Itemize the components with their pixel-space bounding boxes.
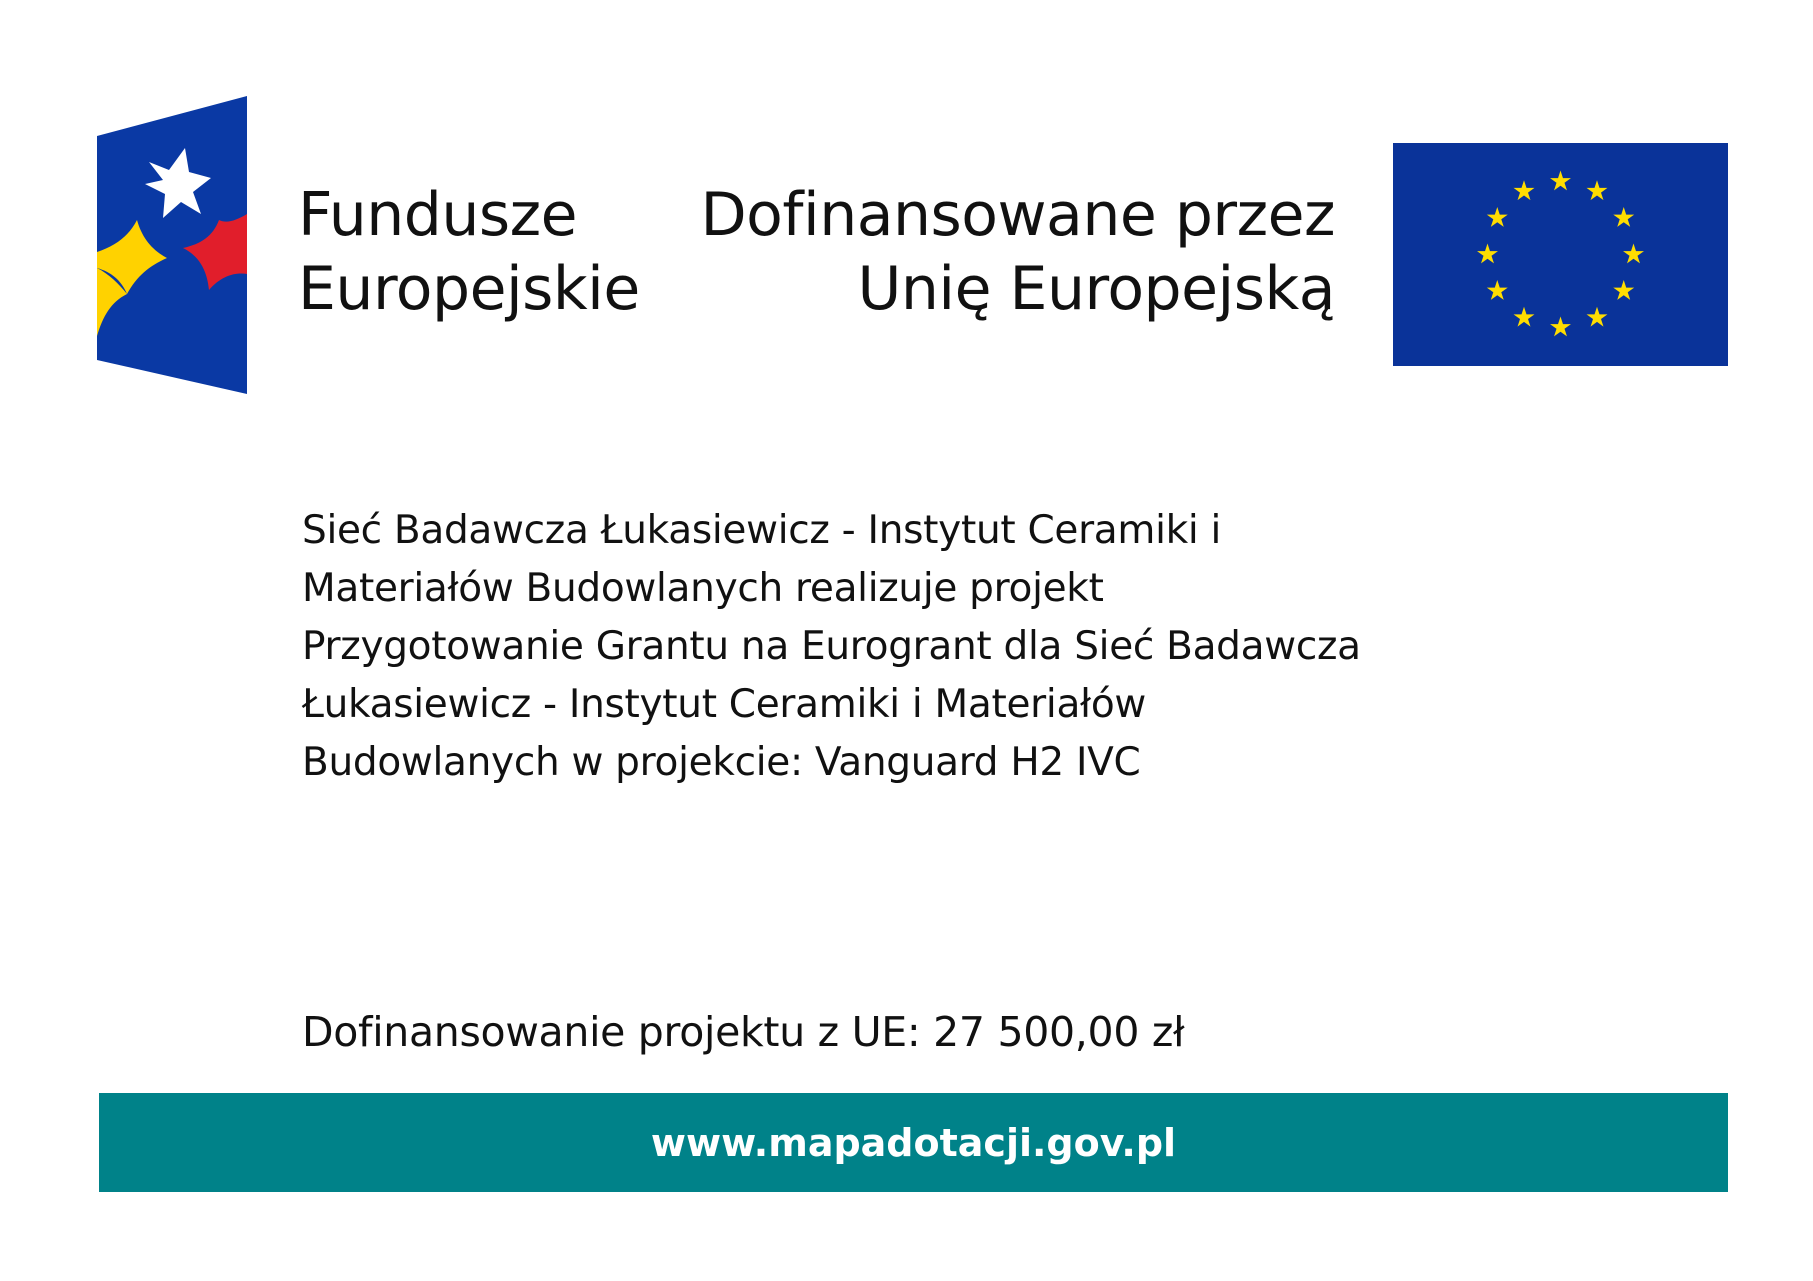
mapadotacji-link[interactable]: www.mapadotacji.gov.pl (650, 1120, 1177, 1165)
project-line: Materiałów Budowlanych realizuje projekt (302, 566, 1104, 611)
project-line: Łukasiewicz - Instytut Ceramiki i Materiałów (302, 682, 1146, 727)
footer-bar (99, 1093, 1728, 1192)
fe-label-line2: Europejskie (298, 254, 640, 324)
project-description (302, 502, 1382, 792)
fe-label-line1: Fundusze (298, 180, 578, 250)
fundusze-europejskie-logo-icon (97, 96, 247, 394)
project-line: Budowlanych w projekcie: Vanguard H2 IVC (302, 740, 1141, 785)
eu-flag-icon (1393, 143, 1728, 366)
project-line: Sieć Badawcza Łukasiewicz - Instytut Ceramiki i (302, 508, 1222, 553)
project-line: Przygotowanie Grantu na Eurogrant dla Sieć Badawcza (302, 624, 1361, 669)
eu-cofinanced-label (700, 178, 1335, 326)
eu-label-line2: Unię Europejską (857, 254, 1335, 324)
eu-label-line1: Dofinansowane przez (700, 180, 1335, 250)
fundusze-europejskie-label (298, 178, 640, 326)
funding-amount: Dofinansowanie projektu z UE: 27 500,00 zł (302, 1008, 1185, 1056)
